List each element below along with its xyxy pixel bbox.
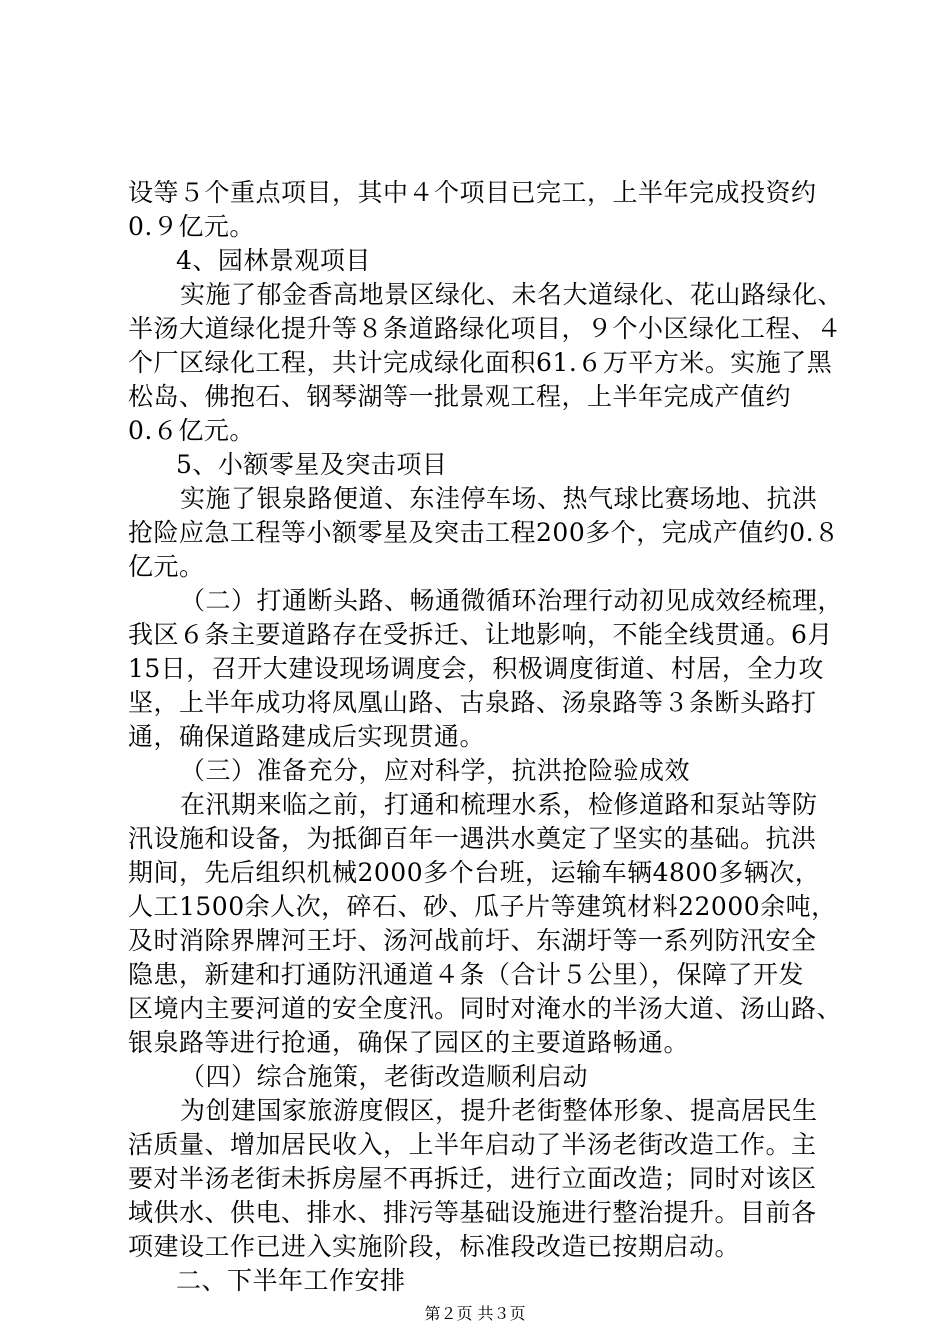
text-line: 银泉路等进行抢通，确保了园区的主要道路畅通。 (128, 1028, 690, 1057)
text-line: 15日，召开大建设现场调度会，积极调度街道、村居，全力攻 (128, 654, 824, 683)
text-line: 实施了郁金香高地景区绿化、未名大道绿化、花山路绿化、 (180, 280, 844, 309)
text-line: 通，确保道路建成后实现贯通。 (128, 722, 486, 751)
section-heading: 5、小额零星及突击项目 (176, 450, 448, 479)
text-line: 抢险应急工程等小额零星及突击工程200多个，完成产值约0.８ (128, 518, 840, 547)
text-line: 隐患，新建和打通防汛通道４条（合计５公里），保障了开发 (128, 960, 805, 989)
section-heading: （二）打通断头路、畅通微循环治理行动初见成效经梳理， (180, 586, 844, 615)
text-line: 半汤大道绿化提升等８条道路绿化项目，９个小区绿化工程、４ (128, 314, 843, 343)
text-line: 期间，先后组织机械2000多个台班，运输车辆4800多辆次， (128, 858, 821, 887)
text-line: 我区６条主要道路存在受拆迁、让地影响，不能全线贯通。6月 (128, 620, 833, 649)
text-line: 活质量、增加居民收入，上半年启动了半汤老街改造工作。主 (128, 1130, 817, 1159)
page-footer: 第２页 共３页 (424, 1304, 526, 1323)
text-line: 0.６亿元。 (128, 416, 255, 445)
text-line: 要对半汤老街未拆房屋不再拆迁，进行立面改造；同时对该区 (128, 1164, 817, 1193)
text-line: 在汛期来临之前，打通和梳理水系，检修道路和泵站等防 (180, 790, 818, 819)
text-line: 坚，上半年成功将凤凰山路、古泉路、汤泉路等３条断头路打 (128, 688, 817, 717)
text-line: 实施了银泉路便道、东洼停车场、热气球比赛场地、抗洪 (180, 484, 818, 513)
text-line: 人工1500余人次，碎石、砂、瓜子片等建筑材料22000余吨， (128, 892, 837, 921)
text-line: 松岛、佛抱石、钢琴湖等一批景观工程，上半年完成产值约 (128, 382, 792, 411)
text-line: 汛设施和设备，为抵御百年一遇洪水奠定了坚实的基础。抗洪 (128, 824, 817, 853)
text-line: 0.９亿元。 (128, 212, 255, 241)
text-line: 域供水、供电、排水、排污等基础设施进行整治提升。目前各 (128, 1198, 817, 1227)
text-line: 为创建国家旅游度假区，提升老街整体形象、提高居民生 (180, 1096, 818, 1125)
section-heading: （三）准备充分，应对科学，抗洪抢险验成效 (180, 756, 691, 785)
text-line: 项建设工作已进入实施阶段，标准段改造已按期启动。 (128, 1232, 741, 1261)
text-line: 设等５个重点项目，其中４个项目已完工，上半年完成投资约 (128, 178, 817, 207)
text-line: 及时消除界牌河王圩、汤河战前圩、东湖圩等一系列防汛安全 (128, 926, 817, 955)
text-line: 区境内主要河道的安全度汛。同时对淹水的半汤大道、汤山路、 (128, 994, 843, 1023)
text-line: 亿元。 (128, 552, 205, 581)
section-heading: 4、园林景观项目 (176, 246, 371, 275)
text-line: 个厂区绿化工程，共计完成绿化面积61.６万平方米。实施了黑 (128, 348, 833, 377)
section-heading: （四）综合施策，老街改造顺利启动 (180, 1062, 589, 1091)
section-heading: 二、下半年工作安排 (176, 1266, 406, 1295)
